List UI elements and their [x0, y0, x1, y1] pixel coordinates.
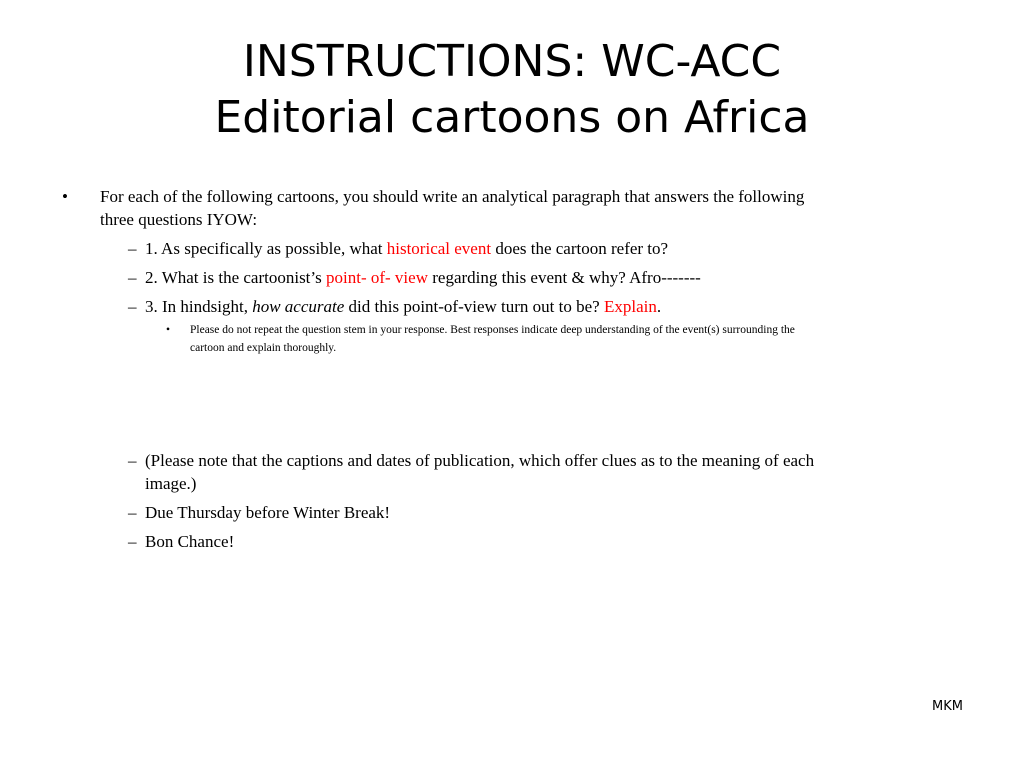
closing-note: Bon Chance!: [145, 532, 235, 551]
question-2-prefix: 2. What is the cartoonist’s: [145, 268, 326, 287]
question-3-prefix: 3. In hindsight,: [145, 297, 253, 316]
title-line-2: Editorial cartoons on Africa: [214, 92, 810, 143]
dash-bullet-icon: –: [128, 297, 137, 316]
question-2-highlight: point- of- view: [326, 268, 428, 287]
question-1-highlight: historical event: [386, 239, 492, 258]
main-bullet-line-1: For each of the following cartoons, you should write an analytical paragraph that answers the following: [100, 187, 805, 206]
question-3-middle: did this point-of-view turn out to be?: [344, 297, 604, 316]
bullet-dot-icon: •: [166, 324, 171, 336]
question-3-italic: how accurate: [252, 297, 345, 316]
question-3-suffix: .: [656, 297, 662, 316]
question-1: [145, 238, 668, 260]
note-line-2: cartoon and explain thoroughly.: [190, 342, 337, 354]
dash-bullet-icon: –: [128, 451, 137, 470]
due-date-note: Due Thursday before Winter Break!: [145, 503, 391, 522]
publication-note-line-1: (Please note that the captions and dates of publication, which offer clues as to the meaning of each: [145, 451, 815, 470]
dash-bullet-icon: –: [128, 239, 137, 258]
slide-title: [0, 34, 1024, 146]
footer-initials: MKM: [932, 699, 963, 714]
question-2-suffix: regarding this event & why? Afro-------: [427, 268, 701, 287]
publication-note-line-2: image.): [145, 474, 197, 493]
dash-bullet-icon: –: [128, 532, 137, 551]
dash-bullet-icon: –: [128, 503, 137, 522]
question-2: [145, 267, 701, 289]
title-line-1: INSTRUCTIONS: WC-ACC: [242, 36, 782, 87]
question-1-suffix: does the cartoon refer to?: [491, 239, 669, 258]
note-line-1: Please do not repeat the question stem in your response. Best responses indicate deep understanding of the event(s) surrounding the: [190, 324, 795, 336]
question-1-prefix: 1. As specifically as possible, what: [145, 239, 387, 258]
bullet-dot-icon: •: [62, 187, 68, 206]
question-3: [145, 296, 661, 318]
question-3-highlight: Explain: [603, 297, 657, 316]
dash-bullet-icon: –: [128, 268, 137, 287]
main-bullet-line-2: three questions IYOW:: [100, 210, 258, 229]
